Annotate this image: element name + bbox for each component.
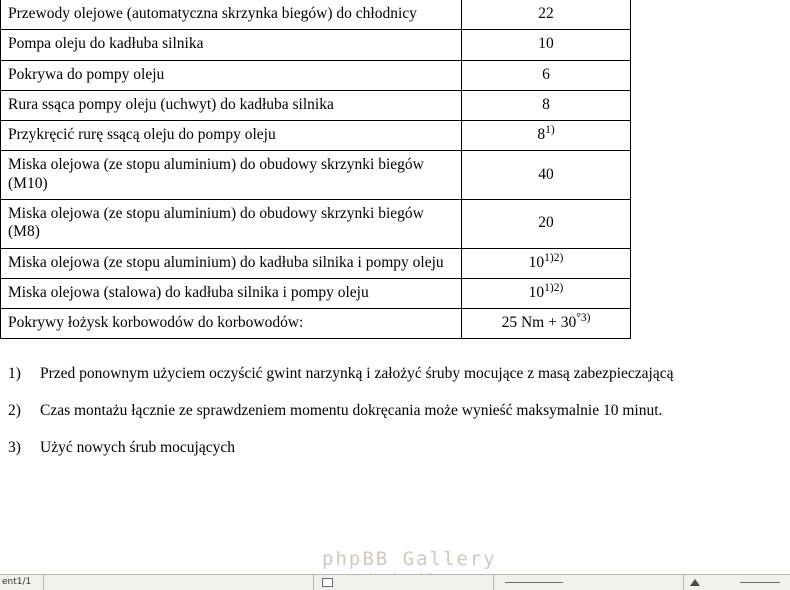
table-cell-description: Przykręcić rurę ssącą oleju do pompy oleju [1,121,462,151]
table-cell-description: Miska olejowa (stalowa) do kadłuba silnika i pompy oleju [1,278,462,308]
footnote-ref: 3) [580,311,591,324]
footnote-text: Przed ponownym użyciem oczyścić gwint narzynką i założyć śruby mocujące z masą zabezpieczającą [40,365,674,383]
value-text: 10 [528,253,545,271]
value-text: 22 [538,5,554,22]
table-cell-description: Miska olejowa (ze stopu aluminium) do obudowy skrzynki biegów (M8) [1,199,462,248]
table-cell-value [462,248,631,278]
table-cell-description: Pokrywy łożysk korbowodów do korbowodów: [1,309,462,339]
table-row [1,121,631,151]
table-cell-description: Rura ssąca pompy oleju (uchwyt) do kadłuba silnika [1,90,462,120]
table-cell-value [462,278,631,308]
torque-specification-table [0,0,631,339]
table-cell-value [462,30,631,60]
footnote-ref: 1) [545,123,555,136]
watermark-title: phpBB Gallery [322,548,497,570]
warning-icon[interactable] [690,579,700,586]
footnote-number: 2) [8,402,21,420]
table-row [1,248,631,278]
table-row [1,30,631,60]
toolbar-segment[interactable] [494,575,684,590]
separator-line [740,582,780,583]
value-text: 10 [528,283,545,301]
toolbar-segment[interactable] [0,575,44,590]
table-row [1,90,631,120]
toolbar-segment[interactable] [314,575,494,590]
table-cell-value [462,60,631,90]
footnotes-list [0,365,790,457]
table-cell-value [462,0,631,30]
footnote-number: 3) [8,439,21,457]
table-body [1,0,631,339]
footnote-item [8,365,790,383]
table-cell-value [462,121,631,151]
table-cell-description: Przewody olejowe (automatyczna skrzynka biegów) do chłodnicy [1,0,462,30]
value-text: 10 [538,35,554,53]
value-text: 25 Nm + 30 [501,314,577,332]
footnote-number: 1) [8,365,21,383]
footnote-item [8,402,790,420]
table-cell-description: Miska olejowa (ze stopu aluminium) do obudowy skrzynki biegów (M10) [1,151,462,200]
table-row [1,199,631,248]
toolbar-segment[interactable] [44,575,314,590]
degree-symbol: ° [576,311,581,324]
table-cell-value [462,151,631,200]
table-row [1,151,631,200]
table-cell-description: Miska olejowa (ze stopu aluminium) do kadłuba silnika i pompy oleju [1,248,462,278]
footnote-item [8,439,790,457]
table-cell-description: Pompa oleju do kadłuba silnika [1,30,462,60]
bottom-toolbar-strip [0,574,790,590]
table-row [1,0,631,30]
footnote-ref: 1)2) [544,251,564,264]
value-text: 20 [538,214,554,232]
page-indicator: ent1/1 [2,577,32,587]
value-text: 40 [538,165,554,183]
table-cell-value [462,199,631,248]
footnote-text: Czas montażu łącznie ze sprawdzeniem momentu dokręcania może wynieść maksymalnie 10 minut. [40,402,663,420]
value-text: 6 [542,65,550,83]
table-cell-value [462,90,631,120]
table-row [1,309,631,339]
table-row [1,278,631,308]
table-cell-description: Pokrywa do pompy oleju [1,60,462,90]
footnote-ref: 1)2) [544,281,564,294]
table-cell-value [462,309,631,339]
value-text: 8 [537,126,546,144]
value-text: 8 [542,95,550,113]
footnote-text: Użyć nowych śrub mocujących [40,439,235,457]
table-row [1,60,631,90]
